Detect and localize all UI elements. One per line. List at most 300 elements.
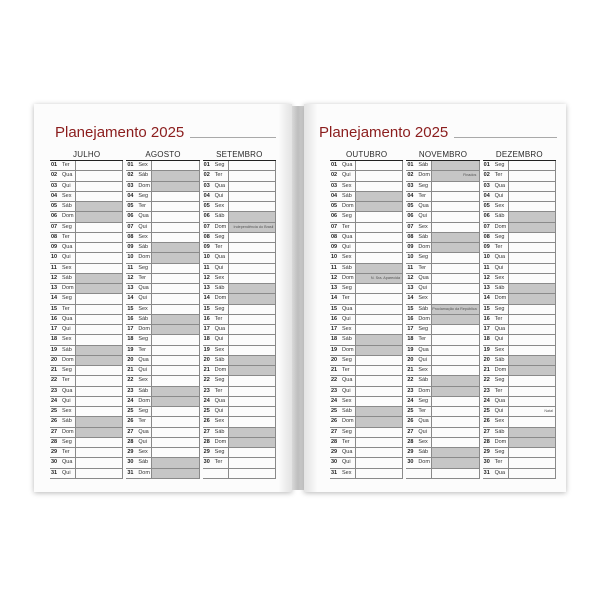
month-column-outubro <box>330 148 403 479</box>
day-field <box>431 356 479 365</box>
day-field <box>228 284 276 293</box>
weekday: Dom <box>62 356 74 363</box>
day-number: 21 <box>127 367 134 373</box>
month-grid <box>330 148 556 479</box>
day-field <box>508 233 556 242</box>
weekday: Dom <box>138 397 150 404</box>
day-row <box>126 387 199 397</box>
day-number <box>406 469 418 478</box>
day-number: 20 <box>407 356 414 363</box>
day-number: 23 <box>483 387 490 394</box>
day-field <box>508 212 556 221</box>
day-field <box>75 264 123 273</box>
day-field <box>431 264 479 273</box>
day-number: 31 <box>483 469 490 476</box>
day-row <box>203 417 276 427</box>
day-number: 14 <box>483 295 490 302</box>
day-row <box>203 294 276 304</box>
day-row <box>126 243 199 253</box>
weekday: Dom <box>138 254 150 261</box>
day-field <box>355 171 403 180</box>
day-field <box>508 417 556 426</box>
day-field <box>508 438 556 447</box>
day-number: 10 <box>51 254 58 261</box>
day-row <box>406 243 479 253</box>
day-row <box>330 448 403 458</box>
day-field <box>151 366 199 375</box>
day-field <box>75 397 123 406</box>
day-row <box>330 397 403 407</box>
day-row <box>406 223 479 233</box>
day-row <box>406 171 479 181</box>
weekday: Sex <box>62 336 72 343</box>
day-number: 26 <box>483 418 490 425</box>
day-row <box>330 387 403 397</box>
month-column-dezembro <box>483 148 556 479</box>
day-number: 16 <box>331 315 338 322</box>
day-row <box>483 397 556 407</box>
day-row <box>483 407 556 417</box>
weekday: Sex <box>62 408 72 414</box>
day-number: 07 <box>331 223 338 230</box>
day-field <box>151 274 199 283</box>
day-row <box>126 161 199 171</box>
weekday <box>418 469 431 478</box>
day-field <box>431 243 479 252</box>
weekday: Ter <box>418 408 426 414</box>
day-field <box>355 223 403 232</box>
day-number: 04 <box>483 192 490 199</box>
day-number: 24 <box>127 397 134 404</box>
day-field <box>431 417 479 426</box>
day-field <box>355 469 403 478</box>
weekday: Sáb <box>138 315 149 322</box>
day-number: 13 <box>407 285 414 291</box>
day-number: 20 <box>203 356 210 363</box>
day-number: 12 <box>127 274 134 281</box>
day-field <box>75 417 123 426</box>
day-field <box>508 407 556 416</box>
weekday: Sex <box>342 182 352 189</box>
day-row <box>330 284 403 294</box>
day-number: 14 <box>203 295 210 302</box>
weekday: Qui <box>214 264 224 271</box>
weekday: Qui <box>494 192 504 199</box>
day-row <box>406 253 479 263</box>
day-field <box>431 387 479 396</box>
day-row <box>483 182 556 192</box>
day-number: 31 <box>331 469 338 476</box>
day-number: 02 <box>203 172 210 179</box>
day-number: 07 <box>51 223 58 230</box>
weekday: Dom <box>214 367 227 373</box>
weekday: Dom <box>418 459 430 466</box>
month-header: JULHO <box>50 148 123 161</box>
weekday: Seg <box>62 295 72 302</box>
weekday: Dom <box>62 285 74 291</box>
day-field <box>151 335 199 344</box>
weekday: Qui <box>138 438 147 445</box>
day-row <box>126 366 199 376</box>
day-field <box>355 366 403 375</box>
day-number: 01 <box>331 162 338 168</box>
weekday: Sáb <box>418 233 429 240</box>
day-field <box>228 417 276 426</box>
day-row <box>330 161 403 171</box>
weekday: Dom <box>342 203 354 209</box>
day-field <box>431 284 479 293</box>
day-row <box>50 182 123 192</box>
weekday: Sex <box>418 367 428 373</box>
day-field <box>355 161 403 170</box>
weekday: Dom <box>138 182 150 189</box>
weekday: Sáb <box>418 162 429 168</box>
day-row <box>406 202 479 212</box>
weekday: Ter <box>494 315 503 322</box>
day-number <box>203 469 215 478</box>
day-number: 05 <box>407 203 414 209</box>
day-field <box>508 335 556 344</box>
day-number: 25 <box>483 408 490 414</box>
day-number: 02 <box>331 172 338 179</box>
day-row <box>126 233 199 243</box>
day-field <box>355 458 403 467</box>
weekday: Seg <box>214 305 225 312</box>
day-field <box>151 438 199 447</box>
weekday: Sex <box>342 397 352 404</box>
day-field <box>228 233 276 242</box>
day-number: 28 <box>127 438 134 445</box>
day-row <box>50 407 123 417</box>
weekday: Ter <box>214 172 223 179</box>
weekday: Qui <box>62 469 71 476</box>
day-field <box>75 284 123 293</box>
day-row <box>483 438 556 448</box>
weekday: Seg <box>494 305 505 312</box>
weekday: Sáb <box>62 418 72 425</box>
day-field <box>355 417 403 426</box>
day-field <box>151 284 199 293</box>
day-field <box>151 407 199 416</box>
day-field <box>228 346 276 355</box>
day-row <box>203 387 276 397</box>
day-row <box>483 335 556 345</box>
day-row <box>50 428 123 438</box>
day-row <box>203 182 276 192</box>
day-row <box>203 264 276 274</box>
weekday: Qua <box>138 213 149 220</box>
day-field <box>151 192 199 201</box>
day-field <box>431 346 479 355</box>
day-field <box>228 335 276 344</box>
weekday: Sáb <box>214 285 225 291</box>
day-row <box>203 253 276 263</box>
day-number: 16 <box>203 315 210 322</box>
day-number: 19 <box>331 346 338 353</box>
day-number: 27 <box>127 428 134 435</box>
day-number: 12 <box>51 274 58 281</box>
day-number: 29 <box>203 449 210 455</box>
day-field <box>75 335 123 344</box>
day-row <box>126 397 199 407</box>
day-row <box>330 346 403 356</box>
day-row <box>126 171 199 181</box>
day-field <box>431 233 479 242</box>
day-row <box>126 264 199 274</box>
weekday: Sáb <box>418 377 429 384</box>
day-field <box>151 469 199 478</box>
weekday: Seg <box>62 223 72 230</box>
weekday: Sex <box>214 346 225 353</box>
day-row <box>203 458 276 468</box>
day-number: 11 <box>407 264 414 271</box>
day-field <box>75 171 123 180</box>
day-field <box>228 397 276 406</box>
day-field <box>228 428 276 437</box>
weekday: Sáb <box>418 305 429 312</box>
day-field <box>431 315 479 324</box>
month-header: NOVEMBRO <box>406 148 479 161</box>
day-number: 16 <box>51 315 58 322</box>
day-number: 21 <box>203 367 210 373</box>
weekday: Dom <box>342 418 354 425</box>
day-number: 27 <box>203 428 210 435</box>
day-number: 15 <box>483 305 490 312</box>
day-row <box>406 305 479 315</box>
day-field <box>228 315 276 324</box>
day-number: 12 <box>331 274 338 281</box>
weekday: Seg <box>342 428 352 435</box>
day-row <box>126 315 199 325</box>
day-field <box>75 161 123 170</box>
weekday: Sáb <box>494 428 505 435</box>
weekday: Qui <box>62 182 71 189</box>
day-field <box>151 387 199 396</box>
day-number: 06 <box>331 213 338 220</box>
day-row <box>203 233 276 243</box>
day-row <box>330 458 403 468</box>
day-row <box>50 458 123 468</box>
weekday: Dom <box>494 295 507 302</box>
day-row <box>483 325 556 335</box>
day-row <box>483 417 556 427</box>
day-number: 29 <box>51 449 58 455</box>
day-row <box>203 223 276 233</box>
day-number: 06 <box>127 213 134 220</box>
day-number: 16 <box>127 315 134 322</box>
day-row <box>483 366 556 376</box>
weekday: Qui <box>342 172 351 179</box>
day-row <box>50 448 123 458</box>
weekday: Ter <box>342 438 350 445</box>
day-row <box>483 448 556 458</box>
day-row <box>203 202 276 212</box>
weekday: Dom <box>418 244 430 250</box>
day-field <box>508 253 556 262</box>
day-number: 21 <box>483 367 490 373</box>
day-field <box>355 243 403 252</box>
weekday: Sáb <box>418 449 429 455</box>
weekday: Ter <box>214 459 223 466</box>
day-row <box>406 448 479 458</box>
day-number: 10 <box>203 254 210 261</box>
page-title: Planejamento 2025 <box>55 124 185 141</box>
weekday: Qua <box>494 469 506 476</box>
day-field <box>151 305 199 314</box>
day-field <box>355 356 403 365</box>
day-row <box>330 212 403 222</box>
day-number: 02 <box>407 172 414 179</box>
month-column-novembro <box>406 148 479 479</box>
day-field <box>228 356 276 365</box>
day-field <box>355 438 403 447</box>
day-number: 18 <box>127 336 134 343</box>
weekday: Ter <box>214 387 223 394</box>
day-field <box>75 325 123 334</box>
day-row <box>50 212 123 222</box>
weekday: Qua <box>62 315 73 322</box>
day-number: 10 <box>331 254 338 261</box>
day-number: 25 <box>407 408 414 414</box>
day-field <box>228 212 276 221</box>
day-number: 18 <box>203 336 210 343</box>
day-number: 05 <box>483 203 490 209</box>
day-field <box>228 182 276 191</box>
day-row <box>50 243 123 253</box>
day-row <box>330 171 403 181</box>
day-number: 22 <box>407 377 414 384</box>
day-field <box>228 305 276 314</box>
day-field <box>355 305 403 314</box>
day-field <box>431 397 479 406</box>
day-field <box>508 264 556 273</box>
weekday: Qua <box>342 449 353 455</box>
weekday: Ter <box>342 367 350 373</box>
day-row <box>330 253 403 263</box>
weekday: Qua <box>62 387 73 394</box>
day-field <box>228 438 276 447</box>
weekday: Sáb <box>342 264 352 271</box>
day-number: 01 <box>127 162 134 168</box>
day-number: 18 <box>51 336 58 343</box>
day-number: 20 <box>483 356 490 363</box>
weekday: Sex <box>342 469 352 476</box>
day-row <box>330 233 403 243</box>
weekday: Seg <box>342 285 352 291</box>
day-row <box>406 284 479 294</box>
day-field <box>75 387 123 396</box>
day-row <box>203 325 276 335</box>
day-number: 30 <box>407 459 414 466</box>
weekday: Qui <box>418 356 427 363</box>
day-number: 26 <box>331 418 338 425</box>
day-field <box>355 346 403 355</box>
day-number: 24 <box>51 397 58 404</box>
day-number: 21 <box>51 367 58 373</box>
day-number: 16 <box>483 315 490 322</box>
weekday: Ter <box>494 172 503 179</box>
day-row <box>203 346 276 356</box>
weekday: Seg <box>214 233 225 240</box>
weekday: Qui <box>138 367 147 373</box>
day-row <box>406 346 479 356</box>
month-column-agosto <box>126 148 199 479</box>
day-field <box>75 305 123 314</box>
day-field <box>151 315 199 324</box>
day-number: 11 <box>483 264 490 271</box>
day-field <box>355 315 403 324</box>
day-field <box>151 428 199 437</box>
day-number: 17 <box>483 326 490 332</box>
day-number: 06 <box>203 213 210 220</box>
day-field <box>355 376 403 385</box>
day-field <box>431 366 479 375</box>
day-number: 24 <box>203 397 210 404</box>
day-row <box>330 335 403 345</box>
weekday: Seg <box>138 336 149 343</box>
day-row <box>126 274 199 284</box>
day-number: 27 <box>51 428 58 435</box>
day-field <box>431 335 479 344</box>
day-number: 31 <box>51 469 58 476</box>
day-row <box>126 284 199 294</box>
weekday: Ter <box>418 336 426 343</box>
day-number: 29 <box>331 449 338 455</box>
day-row <box>50 284 123 294</box>
day-number: 05 <box>127 203 134 209</box>
weekday: Dom <box>494 223 507 230</box>
weekday: Sex <box>214 274 225 281</box>
day-number: 18 <box>407 336 414 343</box>
day-number: 23 <box>127 387 134 394</box>
weekday: Sex <box>138 233 148 240</box>
day-row <box>126 346 199 356</box>
day-row <box>330 428 403 438</box>
day-row <box>126 428 199 438</box>
day-number: 19 <box>127 346 134 353</box>
weekday: Seg <box>214 377 225 384</box>
day-field <box>75 182 123 191</box>
day-number: 17 <box>407 326 414 332</box>
holiday-note: Natal <box>544 409 553 414</box>
day-field <box>431 161 479 170</box>
day-number: 28 <box>331 438 338 445</box>
day-row <box>126 223 199 233</box>
day-field <box>508 325 556 334</box>
day-field <box>508 315 556 324</box>
day-row <box>330 366 403 376</box>
weekday: Qua <box>62 244 73 250</box>
weekday: Ter <box>138 274 146 281</box>
day-row <box>330 223 403 233</box>
day-number: 25 <box>51 408 58 414</box>
day-row <box>126 182 199 192</box>
day-number: 08 <box>331 233 338 240</box>
weekday: Ter <box>494 459 503 466</box>
weekday: Qua <box>342 233 353 240</box>
day-row <box>50 192 123 202</box>
day-number: 21 <box>331 367 338 373</box>
day-row <box>50 417 123 427</box>
weekday: Dom <box>138 326 150 332</box>
weekday: Sex <box>418 223 428 230</box>
day-field <box>151 202 199 211</box>
day-field <box>508 448 556 457</box>
day-field <box>228 294 276 303</box>
day-field <box>508 274 556 283</box>
day-number: 08 <box>51 233 58 240</box>
day-field <box>508 376 556 385</box>
